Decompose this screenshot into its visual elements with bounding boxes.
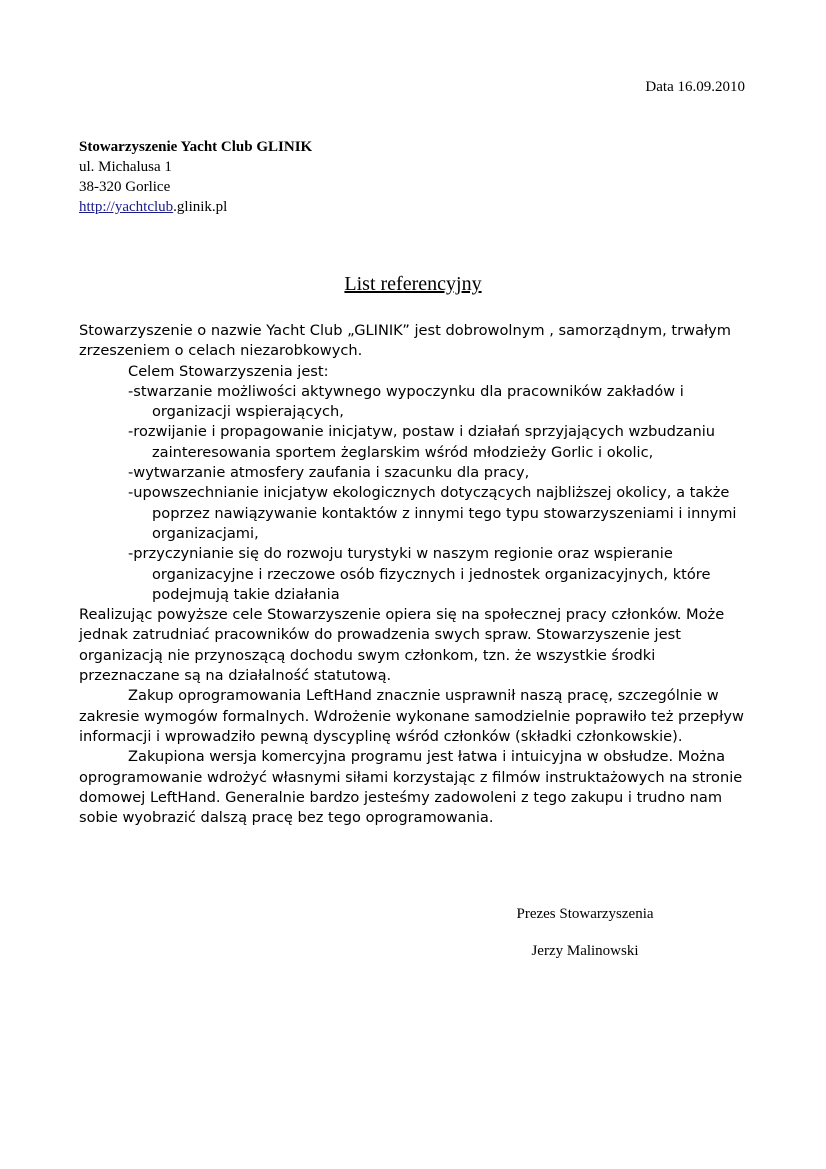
goal-item-continued: organizacji wspierających, (152, 403, 344, 421)
body-line: sobie wyobrazić dalszą pracę bez tego oprogramowania. (79, 809, 494, 827)
goal-item-continued: organizacjami, (152, 524, 259, 542)
body-line: domowej LeftHand. Generalnie bardzo jesteśmy zadowoleni z tego zakupu i trudno nam (79, 788, 723, 806)
body-line: Stowarzyszenie o nazwie Yacht Club „GLINIK” jest dobrowolnym , samorządnym, trwałym (79, 322, 732, 339)
letter-title: List referencyjny (344, 273, 482, 295)
website-rest: .glinik.pl (173, 199, 228, 215)
signature-role: Prezes Stowarzyszenia (516, 906, 654, 922)
goal-item-continued: organizacyjne i rzeczowe osób fizycznych i jednostek organizacyjnych, które (152, 565, 711, 583)
body-line: jednak zatrudniać pracowników do prowadzenia swych spraw. Stowarzyszenie jest (79, 626, 681, 644)
goal-item-continued: zainteresowania sportem żeglarskim wśród młodzieży Gorlic i okolic, (152, 443, 654, 461)
website-link[interactable]: http://yachtclub (79, 199, 174, 215)
body-line: Realizując powyższe cele Stowarzyszenie opiera się na społecznej pracy członków. Może (79, 606, 725, 624)
goal-item-continued: podejmują takie działania (152, 585, 340, 603)
goal-item: -stwarzanie możliwości aktywnego wypoczynku dla pracowników zakładów i (128, 382, 684, 400)
goal-item: -wytwarzanie atmosfery zaufania i szacunku dla pracy, (128, 464, 530, 482)
letter-date: Data 16.09.2010 (645, 79, 745, 95)
sender-street: ul. Michalusa 1 (79, 159, 172, 175)
body-line: organizacją nie przynoszącą dochodu swym członkom, tzn. że wszystkie środki (79, 646, 656, 664)
letter-body (79, 321, 759, 828)
body-line: informacji i wprowadziło pewną dyscyplinę wśród członków (składki członkowskie). (79, 727, 683, 745)
goal-item-continued: poprzez nawiązywanie kontaktów z innymi tego typu stowarzyszeniami i innymi (152, 504, 737, 522)
body-line: oprogramowanie wdrożyć własnymi siłami korzystając z filmów instruktażowych na stronie (79, 768, 743, 786)
sender-website (79, 197, 312, 217)
body-line: zrzeszeniem o celach niezarobkowych. (79, 342, 363, 360)
goal-item: -upowszechnianie inicjatyw ekologicznych dotyczących najbliższej okolicy, a także (128, 484, 730, 502)
goal-item: -przyczynianie się do rozwoju turystyki w naszym regionie oraz wspieranie (128, 545, 673, 563)
body-line: zakresie wymogów formalnych. Wdrożenie wykonane samodzielnie poprawiło też przepływ (79, 707, 744, 725)
goals-heading: Celem Stowarzyszenia jest: (128, 362, 329, 380)
sender-block (79, 137, 312, 217)
body-line: Zakupiona wersja komercyjna programu jest łatwa i intuicyjna w obsłudze. Można (128, 748, 726, 766)
sender-city: 38-320 Gorlice (79, 179, 171, 195)
signature-name: Jerzy Malinowski (531, 943, 639, 959)
sender-name: Stowarzyszenie Yacht Club GLINIK (79, 139, 313, 155)
body-line: przeznaczane są na działalność statutową. (79, 667, 392, 685)
goal-item: -rozwijanie i propagowanie inicjatyw, postaw i działań sprzyjających wzbudzaniu (128, 423, 716, 441)
body-line: Zakup oprogramowania LeftHand znacznie usprawnił naszą pracę, szczególnie w (128, 687, 719, 705)
